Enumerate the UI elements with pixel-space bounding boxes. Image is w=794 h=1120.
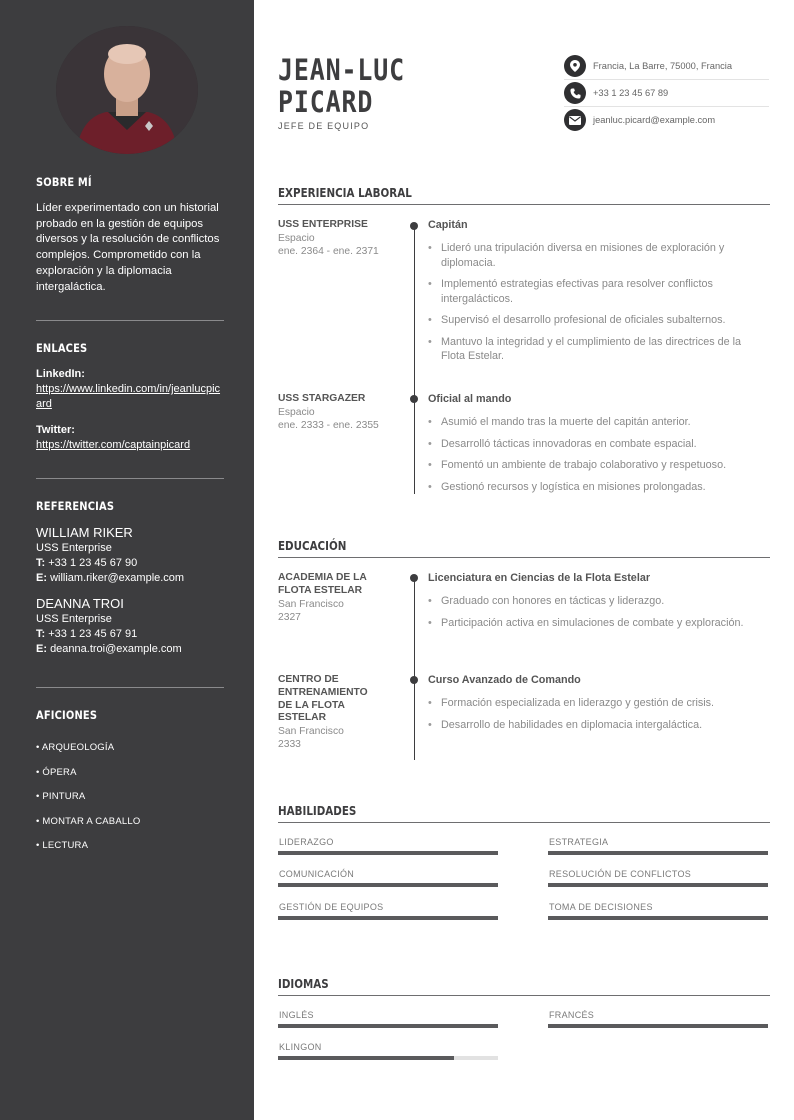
skill-item [548,837,768,855]
job-title: JEFE DE EQUIPO [278,121,370,131]
entry-org: CENTRO DE ENTRENAMIENTO DE LA FLOTA ESTELAR [278,674,368,724]
twitter-link[interactable]: https://twitter.com/captainpicard [36,439,191,451]
about-section [36,175,224,295]
phone-text: +33 1 23 45 67 89 [593,88,669,98]
linkedin-label: LinkedIn: [36,368,85,380]
divider [36,478,224,479]
entry-org: USS ENTERPRISE [278,219,368,230]
skill-item [278,837,498,855]
reference-company: USS Enterprise [36,542,112,554]
entry-bullet: • Fomentó un ambiente de trabajo colaborativo y respetuoso. [428,458,764,473]
entry-location: San Francisco [278,598,344,610]
skill-name: TOMA DE DECISIONES [549,902,653,912]
skill-bar [278,851,498,855]
entry-role: Curso Avanzado de Comando [428,674,581,686]
language-bar-fill [278,1056,454,1060]
skill-bar-fill [548,883,768,887]
contact-phone [564,80,769,107]
hobbies-title: AFICIONES [36,708,98,722]
hobby-item: • ARQUEOLOGÍA [36,742,115,753]
phone-icon [564,82,586,104]
about-title: SOBRE MÍ [36,175,92,189]
contact-list [564,53,769,133]
experience-title: EXPERIENCIA LABORAL [278,186,412,200]
language-item [548,1010,768,1028]
reference-email: deanna.troi@example.com [50,643,182,655]
timeline-dot [410,395,418,403]
references-section [36,499,224,667]
links-section [36,341,224,465]
entry-bullet: • Formación especializada en liderazgo y gestión de crisis. [428,696,764,711]
reference-name: WILLIAM RIKER [36,525,133,540]
entry-bullet: • Gestionó recursos y logística en misiones prolongadas. [428,480,764,495]
entry-location: San Francisco [278,726,344,738]
twitter-label: Twitter: [36,424,75,436]
language-item [278,1042,498,1060]
skill-name: ESTRATEGIA [549,837,609,847]
entry-location: Espacio [278,406,315,418]
map-pin-icon [564,55,586,77]
reference-item [36,525,224,586]
skill-name: COMUNICACIÓN [279,869,355,879]
about-text: Líder experimentado con un historial probado en la gestión de equipos diversos y la resolución de conflictos complejos. Comprometido con la exploración y la diplomacia intergaláctica. [36,202,220,293]
experience-timeline [414,226,415,494]
skill-bar-fill [548,851,768,855]
skill-item [278,902,498,920]
hobby-item: • ÓPERA [36,766,77,778]
reference-item [36,596,224,657]
links-title: ENLACES [36,341,88,355]
language-bar [548,1024,768,1028]
phone-label: T: [36,557,46,569]
reference-phone: +33 1 23 45 67 91 [48,628,138,640]
skill-name: RESOLUCIÓN DE CONFLICTOS [549,869,692,879]
skill-item [548,902,768,920]
envelope-icon [564,109,586,131]
skill-bar [548,851,768,855]
hobby-item: • PINTURA [36,791,86,802]
reference-email: william.riker@example.com [50,572,185,584]
skills-header [278,802,770,823]
entry-bullet: • Graduado con honores en tácticas y liderazgo. [428,594,764,609]
divider [36,320,224,321]
experience-header [278,184,770,205]
skill-item [548,869,768,887]
avatar [56,26,198,154]
reference-company: USS Enterprise [36,613,112,625]
sidebar [0,0,254,1120]
entry-role: Capitán [428,219,468,231]
language-item [278,1010,498,1028]
entry-role: Oficial al mando [428,393,512,405]
education-timeline [414,578,415,760]
email-label: E: [36,643,47,655]
entry-bullet: • Participación activa en simulaciones de combate y exploración. [428,616,764,631]
first-name: JEAN-LUC [278,53,406,87]
hobby-item: • LECTURA [36,840,89,851]
entry-dates: 2333 [278,739,301,751]
reference-phone: +33 1 23 45 67 90 [48,557,138,569]
timeline-dot [410,222,418,230]
skill-bar [278,916,498,920]
skill-item [278,869,498,887]
education-header [278,537,770,558]
skill-bar-fill [278,851,498,855]
entry-bullet: • Asumió el mando tras la muerte del capitán anterior. [428,415,764,430]
hobbies-section [36,708,224,865]
entry-bullet: • Desarrollo de habilidades en diplomacia intergaláctica. [428,718,764,733]
entry-location: Espacio [278,232,315,244]
skill-bar-fill [278,916,498,920]
timeline-dot [410,574,418,582]
email-text: jeanluc.picard@example.com [593,115,716,125]
entry-dates: ene. 2364 - ene. 2371 [278,246,379,258]
email-label: E: [36,572,47,584]
timeline-dot [410,676,418,684]
languages-header [278,975,770,996]
skill-bar-fill [278,883,498,887]
skill-name: GESTIÓN DE EQUIPOS [279,902,384,912]
name-heading [278,54,405,118]
contact-email [564,107,769,133]
language-name: FRANCÉS [549,1010,595,1020]
skill-name: LIDERAZGO [279,837,334,847]
divider [36,687,224,688]
linkedin-link[interactable]: https://www.linkedin.com/in/jeanlucpicard [36,383,221,410]
language-name: KLINGON [279,1042,322,1052]
education-title: EDUCACIÓN [278,539,347,553]
language-bar-fill [278,1024,498,1028]
entry-bullet: • Mantuvo la integridad y el cumplimiento de las directrices de la Flota Estelar. [428,335,764,364]
skill-bar [278,883,498,887]
entry-org: ACADEMIA DE LA FLOTA ESTELAR [278,572,367,596]
skill-bar-fill [548,916,768,920]
skills-title: HABILIDADES [278,804,357,818]
reference-name: DEANNA TROI [36,596,124,611]
references-title: REFERENCIAS [36,499,115,513]
last-name: PICARD [278,85,374,119]
language-bar [278,1056,498,1060]
entry-dates: 2327 [278,611,301,623]
languages-title: IDIOMAS [278,977,329,991]
language-bar [278,1024,498,1028]
language-bar-fill [548,1024,768,1028]
skill-bar [548,916,768,920]
entry-bullet: • Implementó estrategias efectivas para resolver conflictos intergalácticos. [428,277,764,306]
hobby-item: • MONTAR A CABALLO [36,815,141,827]
entry-org: USS STARGAZER [278,393,366,404]
entry-bullet: • Lideró una tripulación diversa en misiones de exploración y diplomacia. [428,241,764,270]
contact-address [564,53,769,80]
language-name: INGLÉS [279,1010,314,1020]
entry-bullet: • Desarrolló tácticas innovadoras en combate espacial. [428,437,764,452]
portrait-image [56,26,198,154]
skill-bar [548,883,768,887]
phone-label: T: [36,628,46,640]
address-text: Francia, La Barre, 75000, Francia [593,61,733,71]
entry-bullet: • Supervisó el desarrollo profesional de oficiales subalternos. [428,313,764,328]
entry-role: Licenciatura en Ciencias de la Flota Estelar [428,572,651,584]
entry-dates: ene. 2333 - ene. 2355 [278,420,379,432]
